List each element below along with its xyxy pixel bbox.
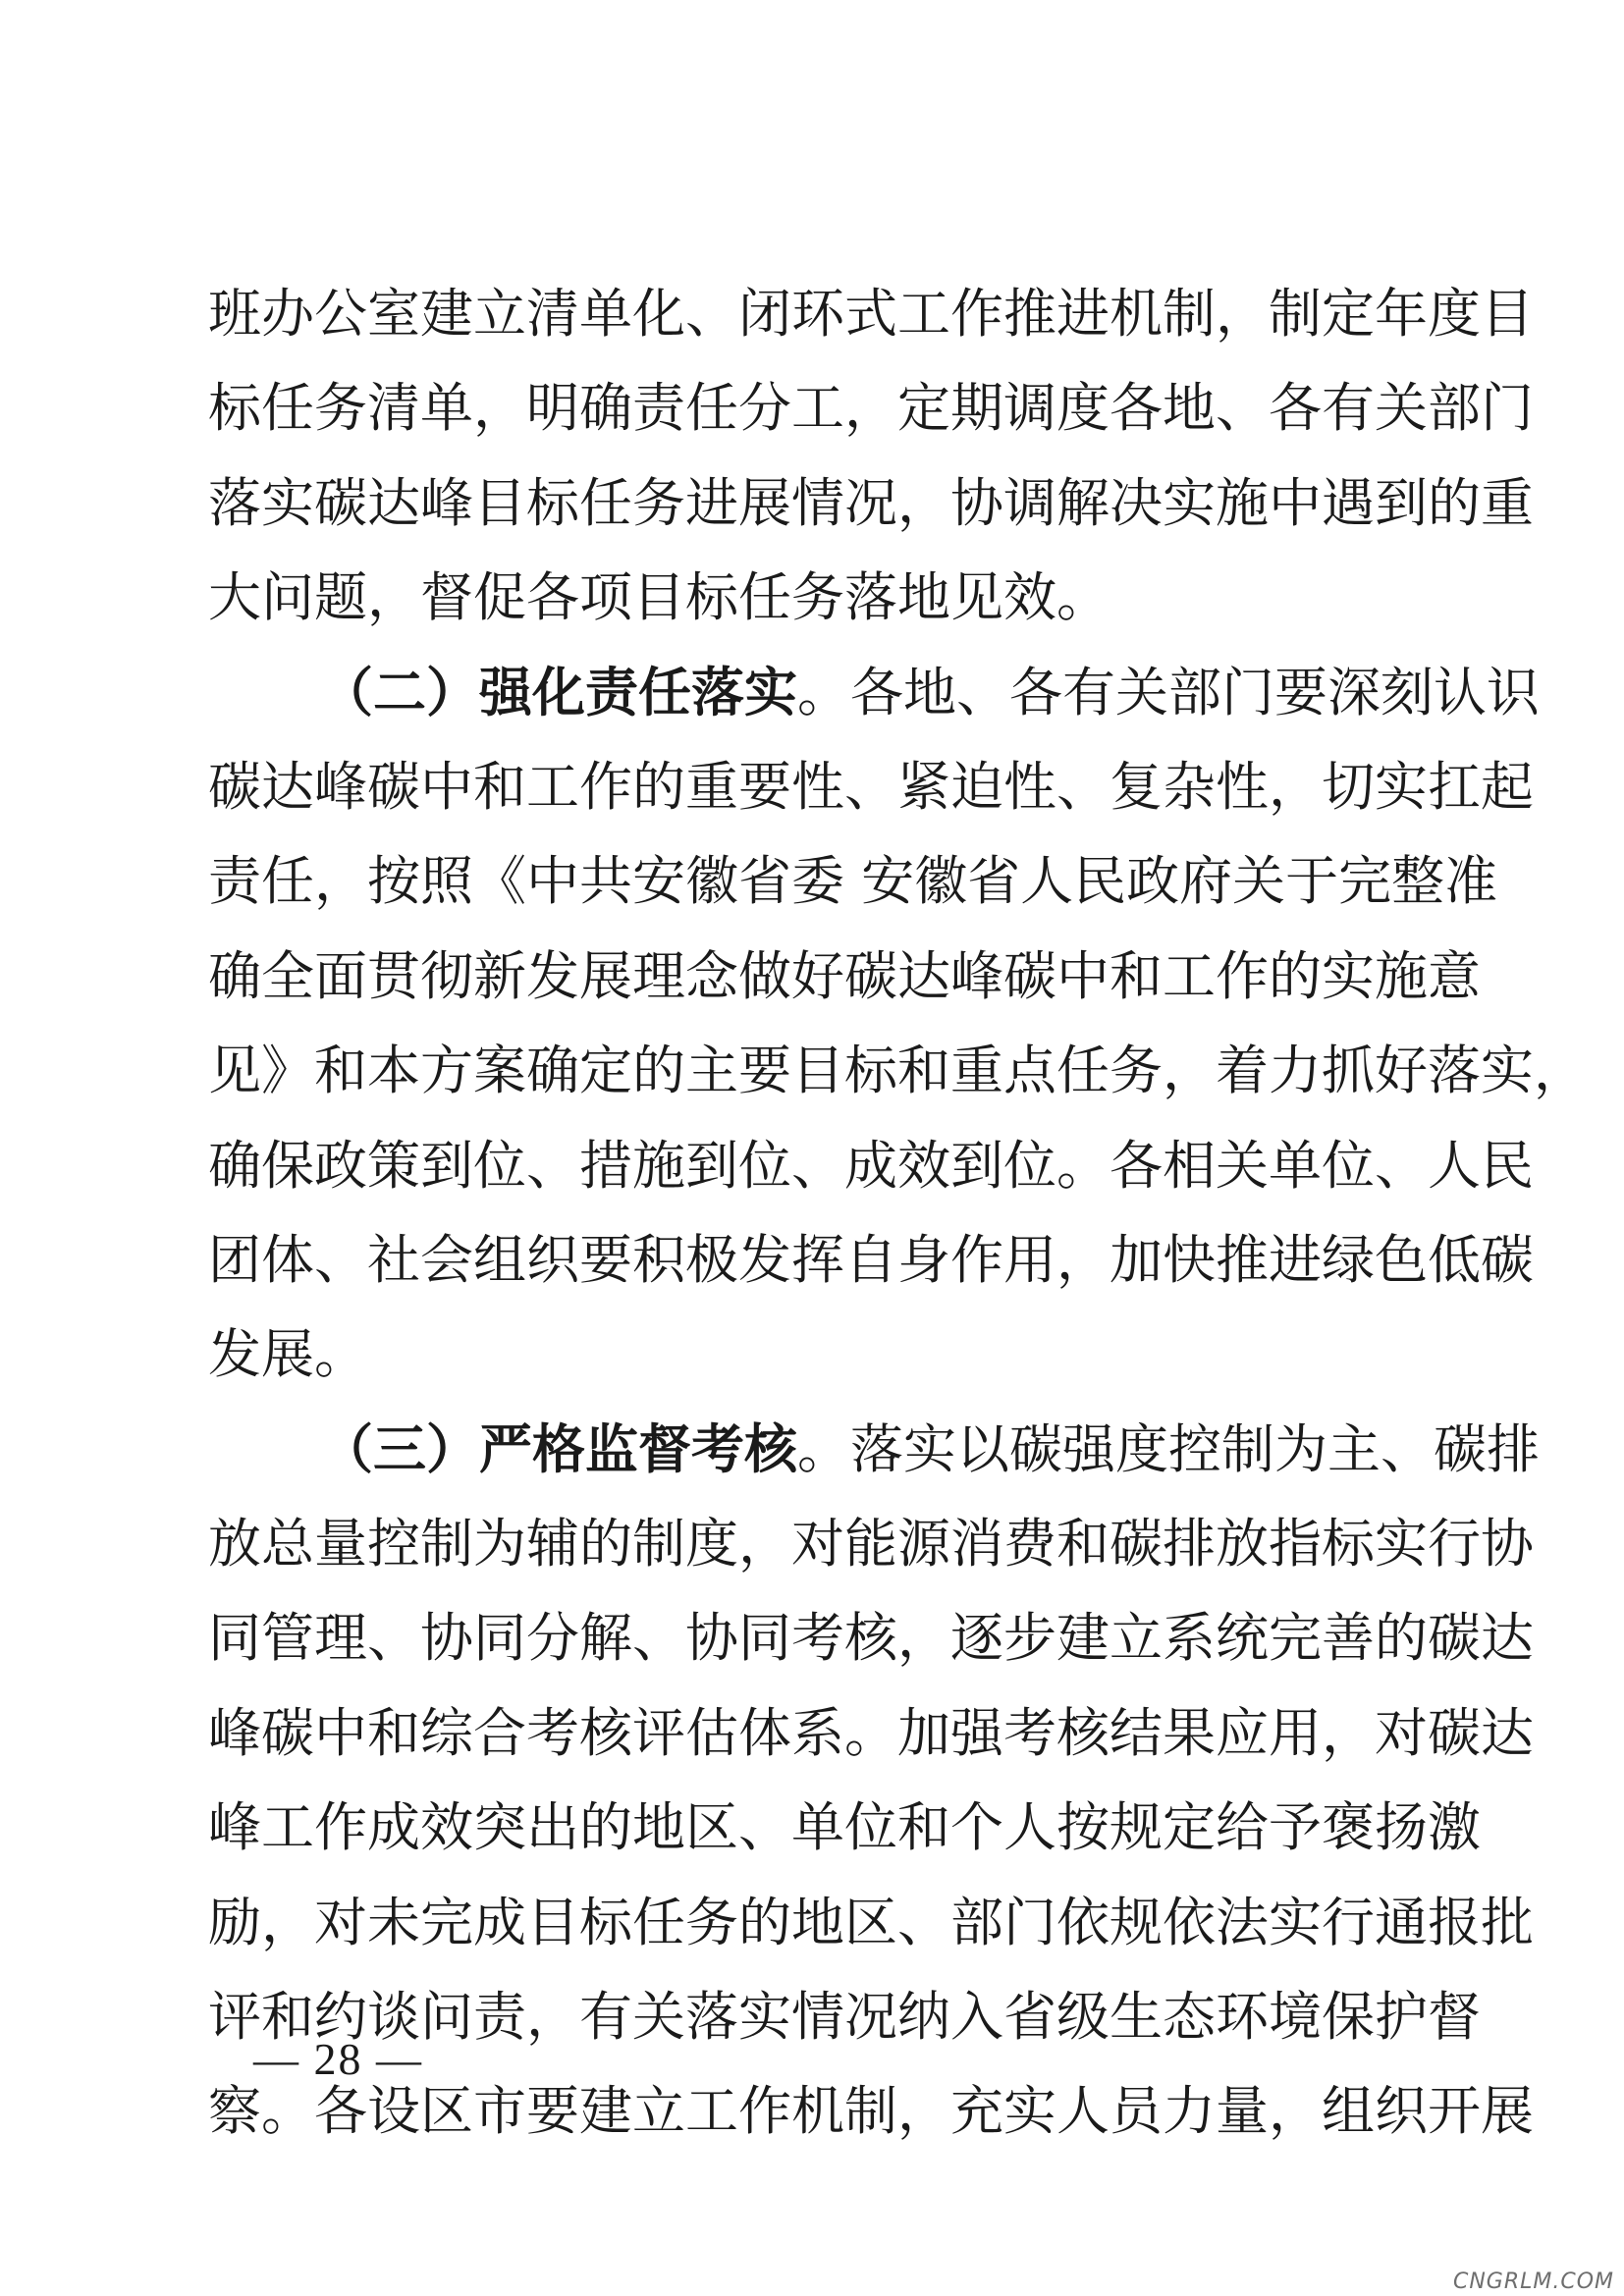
body-line: 峰工作成效突出的地区、单位和个人按规定给予褒扬激 (208, 1796, 1481, 1859)
body-line: 班办公室建立清单化、闭环式工作推进机制，制定年度目 (208, 283, 1534, 345)
body-line: 落实碳达峰目标任务进展情况，协调解决实施中遇到的重 (208, 471, 1534, 534)
section-heading-2: （二）强化责任落实 (320, 661, 797, 723)
watermark-text: CNGRLM.COM (1452, 2269, 1614, 2294)
page-number: — 28 — (253, 2034, 423, 2084)
section-first-line (208, 1403, 1540, 1497)
body-line: 励，对未完成目标任务的地区、部门依规依法实行通报批 (208, 1891, 1534, 1953)
body-line: 碳达峰碳中和工作的重要性、紧迫性、复杂性，切实扛起 (208, 755, 1534, 818)
section-heading-3: （三）严格监督考核 (320, 1417, 797, 1480)
body-line: 大问题，督促各项目标任务落地见效。 (208, 566, 1110, 629)
body-line: 见》和本方案确定的主要目标和重点任务，着力抓好落实， (208, 1040, 1587, 1102)
section-first-line (208, 646, 1540, 740)
document-body (208, 267, 1587, 2160)
body-line: 确全面贯彻新发展理念做好碳达峰碳中和工作的实施意 (208, 944, 1481, 1007)
body-line: 放总量控制为辅的制度，对能源消费和碳排放指标实行协 (208, 1513, 1534, 1575)
body-line: 峰碳中和综合考核评估体系。加强考核结果应用，对碳达 (208, 1701, 1534, 1764)
body-line: 发展。 (208, 1323, 367, 1386)
body-line: 确保政策到位、措施到位、成效到位。各相关单位、人民 (208, 1134, 1534, 1197)
section-lead-text: 。落实以碳强度控制为主、碳排 (797, 1417, 1540, 1480)
body-line: 责任，按照《中共安徽省委 安徽省人民政府关于完整准 (208, 850, 1498, 913)
section-lead-text: 。各地、各有关部门要深刻认识 (797, 661, 1540, 723)
body-line: 同管理、协同分解、协同考核，逐步建立系统完善的碳达 (208, 1607, 1534, 1670)
body-line: 评和约谈问责，有关落实情况纳入省级生态环境保护督 (208, 1986, 1481, 2049)
body-line: 标任务清单，明确责任分工，定期调度各地、各有关部门 (208, 377, 1534, 440)
body-line: 团体、社会组织要积极发挥自身作用，加快推进绿色低碳 (208, 1228, 1534, 1291)
body-line: 察。各设区市要建立工作机制，充实人员力量，组织开展 (208, 2080, 1534, 2143)
